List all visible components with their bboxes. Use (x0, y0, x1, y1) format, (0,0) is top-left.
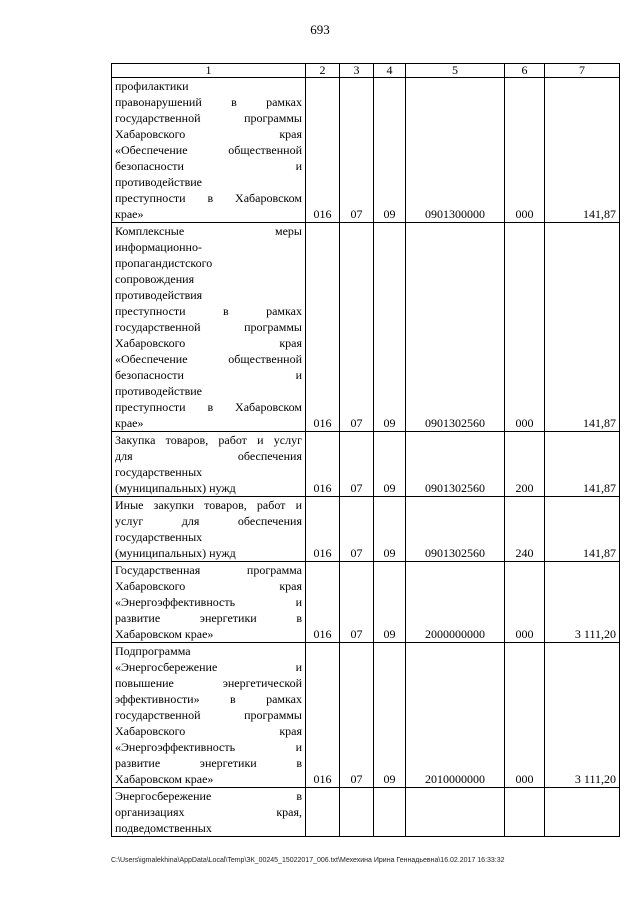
table-row (112, 562, 620, 643)
cell-amount: 141,87 (545, 432, 620, 497)
description-line: государственных (115, 465, 203, 479)
cell-expense-type: 000 (505, 643, 545, 788)
description-line: организациях края, (115, 805, 302, 819)
table-row (112, 223, 620, 432)
cell-expense-type (505, 788, 545, 837)
description-line: «Энергосбережение и (115, 660, 302, 674)
cell-target-article: 2010000000 (406, 643, 505, 788)
cell-target-article: 0901300000 (406, 78, 505, 223)
description-line: безопасности и (115, 368, 302, 382)
cell-ministry-code: 016 (306, 432, 340, 497)
description-line: безопасности и (115, 159, 302, 173)
description-line: развитие энергетики в (115, 756, 302, 770)
cell-ministry-code: 016 (306, 223, 340, 432)
cell-section: 07 (340, 223, 374, 432)
cell-ministry-code (306, 788, 340, 837)
table-row (112, 788, 620, 837)
table-row (112, 643, 620, 788)
table-row (112, 497, 620, 562)
description-line: Комплексные меры (115, 224, 302, 238)
description-line: Государственная программа (115, 563, 302, 577)
cell-section: 07 (340, 643, 374, 788)
cell-section: 07 (340, 432, 374, 497)
description-line: противодействия (115, 288, 203, 302)
description-line: противодействие (115, 384, 203, 398)
table-header-row (112, 64, 620, 78)
cell-amount: 141,87 (545, 78, 620, 223)
footer-file-path: C:\Users\igmalekhina\AppData\Local\Temp\ЗК_00245_15022017_006.txt\Мехехина Ирина Геннадьевна\16.02.2017 16:33:32 (111, 857, 505, 864)
description-line: услуг для обеспечения (115, 514, 302, 528)
cell-expense-type: 240 (505, 497, 545, 562)
cell-section: 07 (340, 562, 374, 643)
description-line: Подпрограмма (115, 644, 191, 658)
column-header-7: 7 (545, 64, 620, 78)
description-line: преступности в Хабаровском (115, 400, 302, 414)
cell-subsection (374, 788, 406, 837)
description-line: преступности в Хабаровском (115, 191, 302, 205)
cell-section (340, 788, 374, 837)
description-line: государственных (115, 530, 203, 544)
cell-amount: 3 111,20 (545, 562, 620, 643)
description-line: профилактики (115, 79, 189, 93)
row-description (112, 223, 306, 432)
column-header-2: 2 (306, 64, 340, 78)
description-line: повышение энергетической (115, 676, 302, 690)
description-line: Энергосбережение в (115, 789, 302, 803)
cell-section: 07 (340, 497, 374, 562)
cell-subsection: 09 (374, 643, 406, 788)
column-header-3: 3 (340, 64, 374, 78)
cell-expense-type: 000 (505, 562, 545, 643)
row-description (112, 78, 306, 223)
description-line: «Энергоэффективность и (115, 595, 302, 609)
description-line: Иные закупки товаров, работ и (115, 498, 302, 512)
description-line: «Энергоэффективность и (115, 740, 302, 754)
description-line: Хабаровском крае» (115, 627, 214, 641)
description-line: преступности в рамках (115, 304, 302, 318)
page-number: 693 (310, 22, 330, 37)
cell-subsection: 09 (374, 562, 406, 643)
description-line: Закупка товаров, работ и услуг (115, 433, 302, 447)
column-header-6: 6 (505, 64, 545, 78)
cell-target-article: 2000000000 (406, 562, 505, 643)
description-line: эффективности» в рамках (115, 692, 302, 706)
cell-amount: 141,87 (545, 223, 620, 432)
cell-target-article: 0901302560 (406, 432, 505, 497)
cell-amount (545, 788, 620, 837)
description-line: Хабаровского края (115, 336, 302, 350)
description-line: Хабаровского края (115, 579, 302, 593)
cell-subsection: 09 (374, 432, 406, 497)
description-line: информационно- (115, 240, 202, 254)
cell-ministry-code: 016 (306, 562, 340, 643)
budget-table (111, 63, 620, 837)
description-line: правонарушений в рамках (115, 95, 302, 109)
row-description (112, 562, 306, 643)
description-line: государственной программы (115, 320, 302, 334)
cell-section: 07 (340, 78, 374, 223)
description-line: пропагандистского (115, 256, 213, 270)
description-line: для обеспечения (115, 449, 302, 463)
cell-target-article: 0901302560 (406, 497, 505, 562)
cell-ministry-code: 016 (306, 497, 340, 562)
description-line: государственной программы (115, 708, 302, 722)
description-line: Хабаровского края (115, 127, 302, 141)
column-header-5: 5 (406, 64, 505, 78)
table-body (112, 78, 620, 837)
description-line: «Обеспечение общественной (115, 352, 302, 366)
cell-subsection: 09 (374, 223, 406, 432)
cell-target-article: 0901302560 (406, 223, 505, 432)
row-description (112, 643, 306, 788)
description-line: Хабаровского края (115, 724, 302, 738)
cell-subsection: 09 (374, 78, 406, 223)
cell-expense-type: 000 (505, 223, 545, 432)
row-description (112, 788, 306, 837)
cell-expense-type: 000 (505, 78, 545, 223)
row-description (112, 497, 306, 562)
description-line: государственной программы (115, 111, 302, 125)
cell-ministry-code: 016 (306, 78, 340, 223)
description-line: крае» (115, 416, 144, 430)
table-row (112, 78, 620, 223)
column-header-1: 1 (112, 64, 306, 78)
cell-target-article (406, 788, 505, 837)
row-description (112, 432, 306, 497)
description-line: (муниципальных) нужд (115, 546, 236, 560)
description-line: (муниципальных) нужд (115, 481, 236, 495)
description-line: развитие энергетики в (115, 611, 302, 625)
cell-expense-type: 200 (505, 432, 545, 497)
description-line: противодействие (115, 175, 203, 189)
cell-amount: 141,87 (545, 497, 620, 562)
cell-subsection: 09 (374, 497, 406, 562)
description-line: «Обеспечение общественной (115, 143, 302, 157)
description-line: подведомственных (115, 821, 212, 835)
description-line: сопровождения (115, 272, 195, 286)
cell-ministry-code: 016 (306, 643, 340, 788)
cell-amount: 3 111,20 (545, 643, 620, 788)
description-line: Хабаровском крае» (115, 772, 214, 786)
table-row (112, 432, 620, 497)
description-line: крае» (115, 207, 144, 221)
column-header-4: 4 (374, 64, 406, 78)
